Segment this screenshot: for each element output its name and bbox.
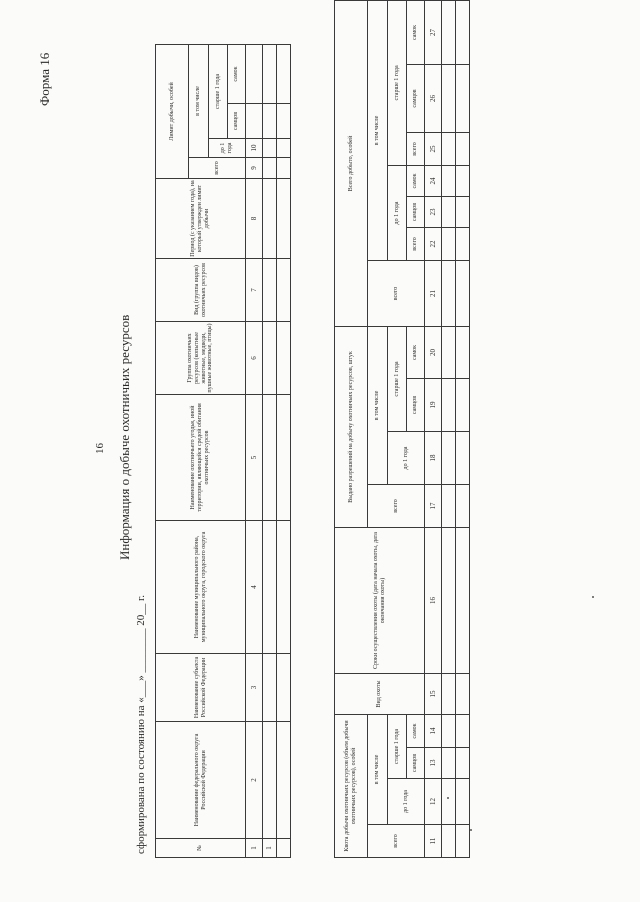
table-cell[interactable]: [456, 132, 470, 165]
table-cell[interactable]: [442, 378, 456, 431]
table-cell[interactable]: [442, 0, 456, 64]
column-number: 10: [246, 139, 263, 158]
table-cell[interactable]: [456, 779, 470, 825]
page-number: 16: [94, 443, 106, 454]
table-cell[interactable]: [456, 673, 470, 714]
table-cell[interactable]: [277, 179, 291, 259]
header-harvested: Всего добыто, особей: [335, 0, 368, 326]
column-number: 21: [425, 260, 442, 326]
table-cell[interactable]: [277, 839, 291, 858]
table-cell[interactable]: [456, 0, 470, 64]
table-cell[interactable]: [456, 825, 470, 858]
column-number: 25: [425, 132, 442, 165]
table-cell[interactable]: [442, 714, 456, 747]
column-number: 7: [246, 259, 263, 322]
column-number: 4: [246, 521, 263, 654]
column-number: 20: [425, 326, 442, 378]
column-number: 15: [425, 673, 442, 714]
column-number: 27: [425, 0, 442, 64]
header-including: в том числе: [189, 45, 209, 158]
table-cell[interactable]: [277, 158, 291, 179]
header-period: Период (с указанием года), на который утвержден лимит добычи: [156, 179, 246, 259]
column-number: [246, 45, 263, 104]
table-cell[interactable]: [263, 45, 277, 104]
table-cell[interactable]: [263, 104, 277, 139]
header-females: самок: [407, 0, 425, 64]
header-species: Вид (группа видов) охотничьих ресурсов: [156, 259, 246, 322]
table-cell[interactable]: [263, 395, 277, 521]
column-number: 6: [246, 322, 263, 395]
table-cell[interactable]: [263, 158, 277, 179]
table-cell[interactable]: [277, 521, 291, 654]
header-permits: Выдано разрешений на добычу охотничьих ресурсов, штук: [335, 326, 368, 527]
header-hunt-period: Сроки осуществления охоты (дата начала охоты, дата окончания охоты): [335, 527, 425, 673]
table-cell[interactable]: [442, 673, 456, 714]
header-resource-group: Группа охотничьих ресурсов (копытные животные, медведи, пушные животные, птицы): [156, 322, 246, 395]
table-cell[interactable]: [442, 165, 456, 196]
header-females: самок: [228, 45, 246, 104]
scan-speck: [592, 596, 594, 598]
table-cell[interactable]: [277, 722, 291, 839]
table-row: [442, 0, 456, 857]
header-total: всего: [368, 260, 425, 326]
header-males: самцов: [407, 64, 425, 132]
table-cell[interactable]: [277, 322, 291, 395]
column-number: 3: [246, 654, 263, 722]
table-cell[interactable]: [442, 64, 456, 132]
table-cell[interactable]: [456, 326, 470, 378]
table-cell[interactable]: [442, 196, 456, 227]
table-cell[interactable]: [442, 260, 456, 326]
table-cell[interactable]: [263, 259, 277, 322]
table-cell[interactable]: [442, 527, 456, 673]
table-cell[interactable]: [442, 779, 456, 825]
column-number: 23: [425, 196, 442, 227]
header-federal-district: Наименование федерального округа Российской Федерации: [156, 722, 246, 839]
table-cell[interactable]: [263, 179, 277, 259]
column-number: 22: [425, 227, 442, 260]
table-cell[interactable]: [263, 521, 277, 654]
column-number: 2: [246, 722, 263, 839]
table-cell[interactable]: [277, 139, 291, 158]
header-females: самок: [407, 165, 425, 196]
header-females: самок: [407, 714, 425, 747]
header-total: всего: [407, 132, 425, 165]
header-quota: Квота добычи охотничьих ресурсов (объем добычи охотничьих ресурсов), особей: [335, 714, 368, 857]
column-number: 5: [246, 395, 263, 521]
column-number: 12: [425, 779, 442, 825]
header-over-1-year: старше 1 года: [388, 0, 407, 165]
column-number: 14: [425, 714, 442, 747]
table-cell[interactable]: [442, 431, 456, 484]
header-total: всего: [407, 227, 425, 260]
table-cell[interactable]: [263, 654, 277, 722]
table-cell[interactable]: [442, 825, 456, 858]
column-number: 16: [425, 527, 442, 673]
table-cell[interactable]: [456, 378, 470, 431]
column-number: 18: [425, 431, 442, 484]
table-cell[interactable]: [456, 64, 470, 132]
column-number: 24: [425, 165, 442, 196]
table-cell[interactable]: [442, 227, 456, 260]
table-cell[interactable]: [277, 104, 291, 139]
table-cell[interactable]: [456, 260, 470, 326]
table-cell[interactable]: [456, 165, 470, 196]
table-cell[interactable]: [263, 722, 277, 839]
column-number: 11: [425, 825, 442, 858]
table-cell[interactable]: [263, 139, 277, 158]
column-number: 19: [425, 378, 442, 431]
table-row: [456, 0, 470, 857]
table-cell[interactable]: [456, 431, 470, 484]
header-under-1-year: до 1 года: [388, 165, 407, 260]
column-number: [246, 104, 263, 139]
table-cell[interactable]: [442, 748, 456, 779]
table-cell[interactable]: [456, 227, 470, 260]
column-number: 13: [425, 748, 442, 779]
table-cell[interactable]: [277, 654, 291, 722]
column-number: 1: [246, 839, 263, 858]
header-males: самцов: [228, 104, 246, 139]
column-number: 17: [425, 484, 442, 527]
table-cell[interactable]: [456, 527, 470, 673]
harvest-table: [334, 0, 470, 858]
header-males: самцов: [407, 378, 425, 431]
header-males: самцов: [407, 748, 425, 779]
table-row: [263, 45, 277, 858]
header-over-1-year: старше 1 года: [388, 326, 407, 431]
table-cell[interactable]: [442, 326, 456, 378]
table-cell[interactable]: [442, 132, 456, 165]
header-subject: Наименование субъекта Российской Федерации: [156, 654, 246, 722]
table-row: [277, 45, 291, 858]
table-cell[interactable]: [277, 45, 291, 104]
header-hunting-ground: Наименование охотничьего угодья, иной территории, являющейся средой обитания охотничьих ресурсов: [156, 395, 246, 521]
header-including: в том числе: [368, 714, 388, 824]
header-no: №: [156, 839, 246, 858]
form-label: Форма 16: [37, 52, 52, 106]
table-cell[interactable]: [456, 748, 470, 779]
header-including: в том числе: [368, 0, 388, 260]
header-under-1-year: до 1 года: [388, 431, 425, 484]
column-number: 9: [246, 158, 263, 179]
scan-speck: [470, 829, 472, 831]
header-municipal: Наименование муниципального района, муниципального округа, городского округа: [156, 521, 246, 654]
table-cell[interactable]: [277, 395, 291, 521]
header-hunt-type: Вид охоты: [335, 673, 425, 714]
column-number: 26: [425, 64, 442, 132]
header-total: всего: [189, 158, 246, 179]
date-line: сформирована по состоянию на «___» ________ 20__ г.: [135, 595, 147, 854]
header-limit: Лимит добычи, особей: [156, 45, 189, 179]
table-cell[interactable]: [263, 322, 277, 395]
header-males: самцов: [407, 196, 425, 227]
document-title: Информация о добыче охотничьих ресурсов: [117, 314, 132, 560]
header-total: всего: [368, 825, 425, 858]
header-females: самок: [407, 326, 425, 378]
table-cell[interactable]: [442, 484, 456, 527]
scan-speck: [447, 797, 449, 799]
header-under-1-year: до 1 года: [388, 779, 425, 825]
header-over-1-year: старше 1 года: [209, 45, 228, 139]
row-number: 1: [263, 839, 277, 858]
limit-table: [155, 44, 291, 858]
header-total: всего: [368, 484, 425, 527]
column-number: 8: [246, 179, 263, 259]
header-including: в том числе: [368, 326, 388, 484]
header-over-1-year: старше 1 года: [388, 714, 407, 778]
table-cell[interactable]: [456, 196, 470, 227]
table-cell[interactable]: [456, 714, 470, 747]
header-under-1-year: до 1 года: [209, 139, 246, 158]
table-cell[interactable]: [456, 484, 470, 527]
table-cell[interactable]: [277, 259, 291, 322]
